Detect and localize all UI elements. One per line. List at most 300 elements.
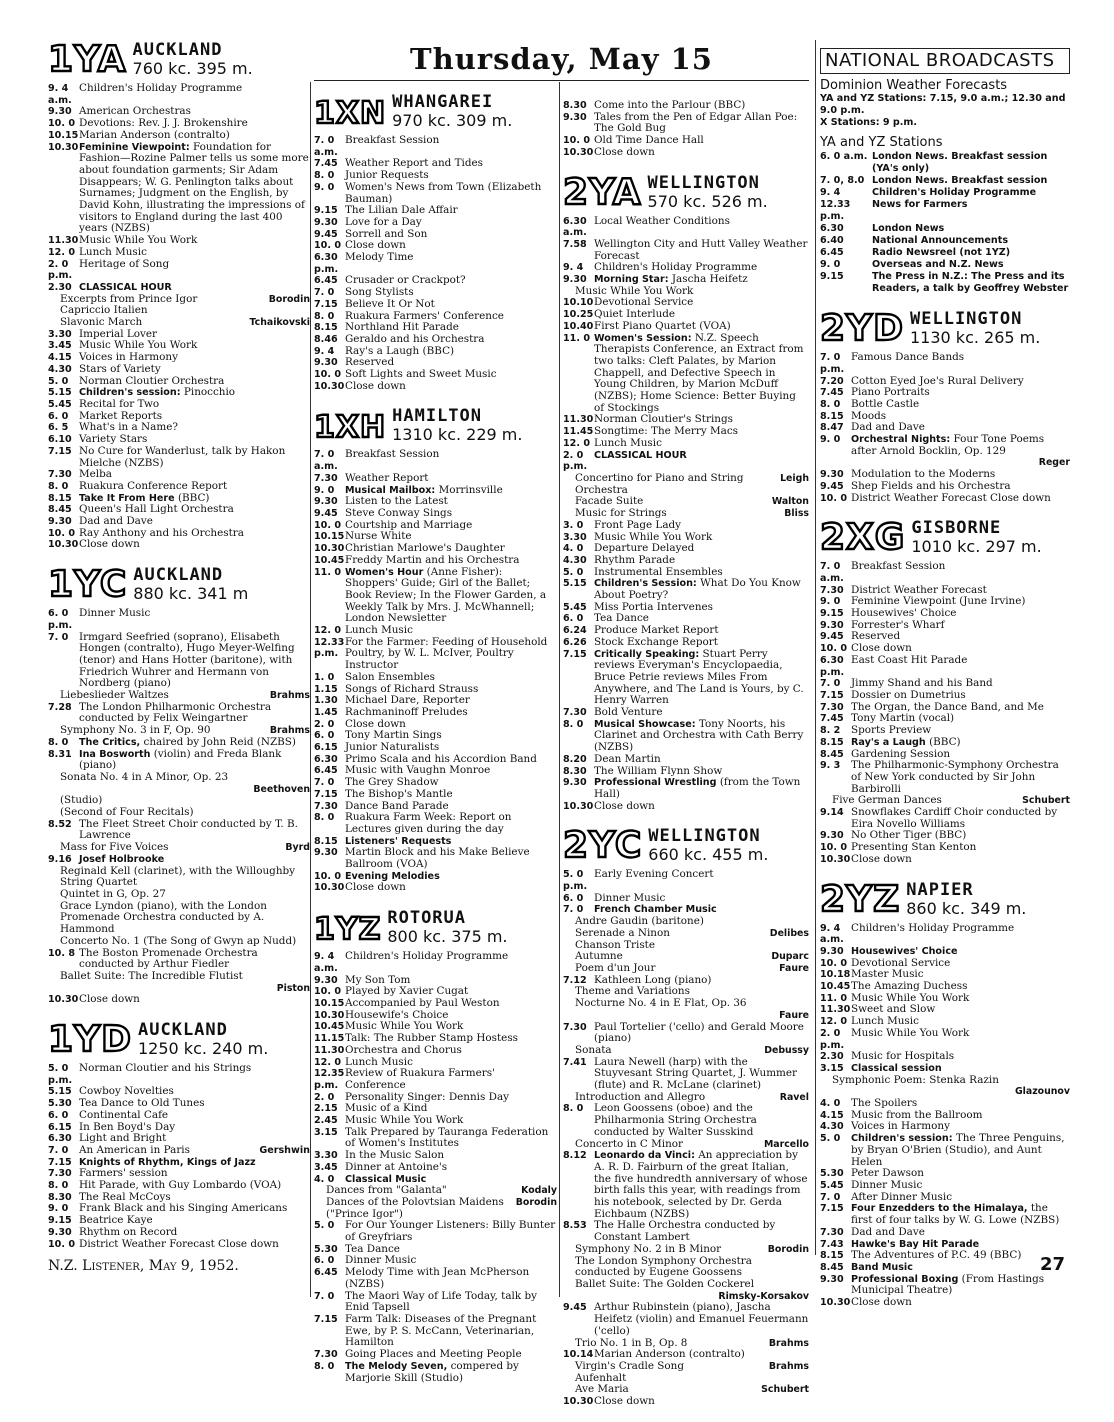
programme-time: 12.33 p.m. bbox=[314, 636, 345, 660]
programme-entry bbox=[563, 578, 809, 601]
programme-entry bbox=[563, 274, 809, 286]
programme-text bbox=[851, 1063, 1070, 1075]
programme-title: Ruakura Farmers' Conference bbox=[345, 309, 504, 322]
station-block bbox=[314, 408, 557, 894]
programme-title: Forrester's Wharf bbox=[851, 618, 945, 631]
programme-time: 7.28 bbox=[48, 701, 72, 713]
national-programme-entry bbox=[820, 259, 1070, 271]
programme-entry bbox=[820, 1297, 1070, 1309]
programme-time: 7.12 bbox=[563, 974, 587, 986]
programme-entry bbox=[314, 567, 557, 626]
programme-title: Talk Prepared by Tauranga Federation of Women's Institutes bbox=[345, 1125, 549, 1150]
programme-time: 8. 0 bbox=[48, 736, 69, 748]
programme-time: 8.12 bbox=[563, 1150, 587, 1162]
programme-title: Dad and Dave bbox=[851, 1225, 925, 1238]
programme-title: Paul Tortelier ('cello) and Gerald Moore (piano) bbox=[594, 1020, 804, 1045]
programme-time: 9.45 bbox=[314, 228, 338, 240]
programme-text bbox=[594, 1349, 809, 1361]
programme-highlight: Take It From Here bbox=[79, 492, 175, 504]
programme-highlight: Children's Session: bbox=[594, 578, 697, 590]
station-info bbox=[648, 828, 768, 863]
station-call-sign: 1XN bbox=[314, 96, 387, 131]
station-header bbox=[314, 406, 557, 446]
programme-title: Gardening Session bbox=[851, 747, 951, 760]
programme-title: The Maori Way of Life Today, talk by Enid Tapsell bbox=[345, 1289, 537, 1314]
programme-time: 3. 0 bbox=[563, 519, 584, 531]
programme-title: Bottle Castle bbox=[851, 397, 920, 410]
programme-time: 2. 0 bbox=[314, 718, 335, 730]
station-gap bbox=[48, 551, 310, 565]
programme-title: Tony Noorts, his Clarinet and Orchestra with Cath Berry (NZBS) bbox=[594, 717, 804, 754]
programme-text bbox=[851, 923, 1070, 946]
programme-time: 11.30 bbox=[314, 1044, 345, 1056]
programme-title: Produce Market Report bbox=[594, 624, 719, 637]
programme-title: Farm Talk: Diseases of the Pregnant Ewe, by P. S. McCann, Veterinarian, Hamilton bbox=[345, 1312, 537, 1349]
programme-entry bbox=[314, 882, 557, 894]
programme-title: Departure Delayed bbox=[594, 542, 695, 555]
programme-title: Dossier on Dumetrius bbox=[851, 688, 966, 701]
national-programme-entry bbox=[820, 175, 1070, 187]
programme-title: Jascha Heifetz bbox=[671, 273, 748, 286]
programme-title: An American in Paris bbox=[79, 1143, 190, 1156]
programme-time: 12.33 p.m. bbox=[820, 199, 851, 223]
programme-text bbox=[79, 608, 310, 631]
programme-title: Close down bbox=[851, 852, 912, 865]
station-info bbox=[387, 910, 507, 945]
programme-entry bbox=[563, 450, 809, 473]
programme-entry bbox=[314, 473, 557, 485]
programme-text bbox=[79, 1145, 255, 1157]
programme-text bbox=[851, 1028, 1070, 1051]
programme-title: Close down bbox=[345, 881, 406, 894]
programme-text bbox=[345, 449, 557, 472]
programme-time: 9.30 bbox=[820, 830, 844, 842]
composer: Schubert bbox=[1022, 795, 1070, 807]
programme-time: 11.30 bbox=[820, 1004, 851, 1016]
programme-time: 10. 0 bbox=[314, 369, 342, 381]
programme-text bbox=[345, 1068, 557, 1091]
programme-entry bbox=[48, 632, 310, 691]
programme-title: Close down bbox=[594, 145, 655, 158]
programme-highlight: Orchestral Nights: bbox=[851, 434, 951, 446]
programme-title: Devotional Service bbox=[594, 296, 694, 309]
programme-text bbox=[594, 438, 809, 450]
programme-title: Devotional Service bbox=[851, 956, 951, 969]
work-title: Dances of the Polovtsian Maidens ("Prince Igor") bbox=[326, 1195, 504, 1220]
programme-time: 6. 5 bbox=[48, 422, 69, 434]
work-title: Sonata bbox=[575, 1043, 612, 1056]
programme-title: Review of Ruakura Farmers' Conference bbox=[345, 1067, 495, 1091]
programme-title: The Adventures of P.C. 49 (BBC) bbox=[851, 1249, 1022, 1262]
programme-title: Lunch Music bbox=[345, 1055, 413, 1068]
programme-title: What Do You Know About Poetry? bbox=[594, 577, 801, 602]
programme-title: Kathleen Long (piano) bbox=[594, 973, 712, 986]
programme-title: Nurse White bbox=[345, 530, 412, 543]
programme-title: Played by Xavier Cugat bbox=[345, 985, 469, 998]
station-block bbox=[820, 308, 1070, 504]
programme-time: 8.30 bbox=[48, 1191, 72, 1203]
programme-text bbox=[594, 869, 809, 892]
programme-time: 6.45 bbox=[314, 765, 338, 777]
programme-time: 9. 4 a.m. bbox=[48, 83, 72, 106]
programme-time: 7.41 bbox=[563, 1056, 587, 1068]
station-info bbox=[906, 879, 1027, 918]
programme-text bbox=[594, 450, 809, 473]
programme-time: 12. 0 bbox=[48, 246, 76, 258]
programme-time: 8. 0 bbox=[314, 812, 335, 824]
programme-entry bbox=[820, 1274, 1070, 1297]
work-title: Introduction and Allegro bbox=[575, 1090, 706, 1103]
programme-highlight: Ina Bosworth bbox=[79, 748, 151, 760]
programme-continuation: Music While You Work bbox=[575, 284, 694, 297]
programme-time: 7. 0 a.m. bbox=[820, 561, 844, 584]
programme-title: Close down bbox=[594, 1395, 655, 1408]
programme-title: Morrinsville bbox=[438, 483, 503, 496]
programme-time: 6.30 a.m. bbox=[563, 215, 587, 239]
programme-title: Arthur Rubinstein (piano), Jascha Heifetz (violin) and Emanuel Feuermann ('cello) bbox=[594, 1301, 809, 1337]
programme-title: Children's Holiday Programme bbox=[851, 921, 1015, 934]
programme-title: Heritage of Song bbox=[79, 257, 170, 270]
work-title: Facade Suite bbox=[575, 495, 644, 508]
composer: Brahms bbox=[768, 1360, 809, 1372]
station-header bbox=[48, 1019, 310, 1061]
composer: Marcello bbox=[763, 1138, 809, 1150]
programme-time: 8.45 bbox=[820, 748, 844, 760]
programme-title: Norman Cloutier and his Strings bbox=[79, 1062, 252, 1075]
weather-forecast-times: X Stations: 9 p.m. bbox=[820, 117, 918, 129]
programme-highlight: Musical Mailbox: bbox=[345, 484, 436, 496]
programme-title: Master Music bbox=[851, 968, 924, 981]
programme-title: Market Reports bbox=[79, 409, 163, 422]
programme-time: 8. 0 bbox=[563, 1103, 584, 1115]
programme-time: 2. 0 p.m. bbox=[48, 258, 73, 282]
programme-text bbox=[594, 147, 809, 159]
programme-text bbox=[79, 259, 310, 282]
station-call-sign: 1YC bbox=[48, 564, 128, 606]
programme-entry bbox=[563, 801, 809, 813]
programme-entry bbox=[820, 923, 1070, 946]
programme-entry bbox=[314, 1314, 557, 1349]
programme-time: 10.15 bbox=[48, 129, 79, 141]
programme-text bbox=[851, 854, 1070, 866]
composer: Glazounov bbox=[1014, 1086, 1070, 1098]
programme-time: 3.15 bbox=[820, 1062, 844, 1074]
programme-entry bbox=[563, 216, 809, 239]
programme-title: District Weather Forecast bbox=[851, 583, 987, 596]
musical-work bbox=[563, 998, 809, 1010]
programme-title: Jimmy Shand and his Band bbox=[851, 677, 993, 690]
programme-highlight: Musical Showcase: bbox=[594, 718, 696, 730]
programme-title: Ruakura Conference Report bbox=[79, 479, 228, 492]
programme-entry bbox=[48, 749, 310, 772]
programme-highlight: Housewives' Choice bbox=[851, 945, 958, 957]
work-title: Dances from "Galanta" bbox=[326, 1184, 447, 1197]
programme-title: Northland Hit Parade bbox=[345, 321, 459, 334]
programme-entry bbox=[820, 1227, 1070, 1239]
programme-entry bbox=[314, 847, 557, 870]
station-city: AUCKLAND bbox=[132, 40, 223, 60]
programme-entry bbox=[563, 1220, 809, 1243]
programme-title: Close down bbox=[851, 642, 912, 655]
programme-time: 9.45 bbox=[820, 631, 844, 643]
programme-time: 12. 0 bbox=[314, 1056, 342, 1068]
national-programme-entry bbox=[820, 199, 1070, 223]
programme-time: 9.30 bbox=[48, 516, 72, 528]
programme-text bbox=[345, 812, 557, 835]
programme-title: Reserved bbox=[851, 630, 901, 643]
programme-title: Dinner Music bbox=[594, 891, 666, 904]
musical-work bbox=[563, 1361, 809, 1373]
programme-title: Songtime: The Merry Macs bbox=[594, 425, 738, 438]
programme-time: 10.30 bbox=[820, 853, 851, 865]
programme-text bbox=[851, 352, 1070, 375]
programme-entry bbox=[820, 1133, 1070, 1168]
programme-text bbox=[345, 135, 557, 158]
programme-time: 7.30 bbox=[48, 469, 72, 481]
station-header bbox=[48, 564, 310, 606]
programme-title: Song Stylists bbox=[345, 286, 414, 299]
programme-time: 1.45 bbox=[314, 706, 338, 718]
programme-title: Breakfast Session bbox=[345, 134, 440, 146]
programme-highlight: Hawke's Bay Hit Parade bbox=[851, 1238, 980, 1250]
programme-time: 6.40 bbox=[820, 235, 844, 247]
programme-time: 7. 0 bbox=[314, 287, 335, 299]
work-title: Theme and Variations bbox=[575, 985, 690, 998]
programme-text bbox=[594, 637, 809, 649]
programme-text bbox=[851, 1250, 1070, 1262]
programme-title: Devotions: Rev. J. J. Brokenshire bbox=[79, 117, 248, 130]
programme-title: Dinner at Antoine's bbox=[345, 1160, 448, 1173]
programme-time: 2.45 bbox=[314, 1115, 338, 1127]
programme-time: 8.15 bbox=[820, 410, 844, 422]
programme-title: Songs of Richard Strauss bbox=[345, 682, 479, 695]
programme-title: Music of a Kind bbox=[345, 1102, 428, 1115]
programme-title: Overseas and N.Z. News bbox=[872, 259, 1004, 271]
composer: Borodin bbox=[767, 1243, 809, 1255]
programme-title: Irmgard Seefried (soprano), Elisabeth Hongen (contralto), Hugo Meyer-Welfing (tenor) and Hans Hotter (baritone), with Friedrich Wuhrer and Hermann von Nordberg (piano) bbox=[79, 630, 295, 690]
programme-title: Crusader or Crackpot? bbox=[345, 274, 466, 287]
composer: Delibes bbox=[769, 927, 809, 939]
programme-entry bbox=[820, 352, 1070, 375]
composer: Walton bbox=[771, 496, 809, 508]
programme-entry bbox=[48, 608, 310, 631]
programme-title: (BBC) bbox=[177, 491, 210, 504]
programme-entry bbox=[563, 1396, 809, 1408]
programme-title: Melba bbox=[79, 468, 112, 481]
programme-highlight: Professional Wrestling bbox=[594, 777, 717, 789]
programme-time: 7. 0 bbox=[314, 1290, 335, 1302]
programme-title: Hit Parade, with Guy Lombardo (VOA) bbox=[79, 1179, 282, 1192]
station-block bbox=[820, 517, 1070, 865]
programme-title: Believe It Or Not bbox=[345, 297, 435, 310]
programme-time: 8.47 bbox=[820, 422, 844, 434]
programme-highlight: CLASSICAL HOUR bbox=[594, 449, 687, 461]
programme-entry bbox=[48, 1239, 310, 1251]
programme-title: Michael Dare, Reporter bbox=[345, 694, 470, 707]
programme-time: 5. 0 bbox=[820, 1133, 841, 1145]
programme-time: 6. 0 a.m. bbox=[820, 151, 868, 163]
programme-time: 6.24 bbox=[563, 625, 587, 637]
programme-title: (From Hastings Municipal Theatre) bbox=[851, 1272, 1045, 1297]
station-frequency: 1010 kc. 297 m. bbox=[911, 537, 1042, 557]
programme-time: 6.30 bbox=[820, 223, 844, 235]
programme-time: 9. 0 bbox=[820, 596, 841, 608]
programme-time: 9. 0 bbox=[314, 181, 335, 193]
programme-time: 11.45 bbox=[563, 426, 594, 438]
programme-entry bbox=[314, 381, 557, 393]
programme-title: Frank Black and his Singing Americans bbox=[79, 1202, 288, 1215]
programme-entry bbox=[820, 807, 1070, 830]
programme-entry bbox=[820, 1250, 1070, 1262]
programme-time: 4.15 bbox=[48, 352, 72, 364]
programme-title: Old Time Dance Hall bbox=[594, 134, 704, 147]
programme-highlight: Critically Speaking: bbox=[594, 648, 700, 660]
programme-time: 6. 0 bbox=[48, 1109, 69, 1121]
programme-title: Music While You Work bbox=[851, 991, 970, 1004]
station-frequency: 1250 kc. 240 m. bbox=[138, 1039, 269, 1059]
column-4 bbox=[820, 40, 1070, 1323]
programme-text bbox=[851, 1274, 1070, 1297]
programme-highlight: Band Music bbox=[851, 1261, 913, 1273]
programme-time: 7.15 bbox=[563, 648, 587, 660]
station-frequency: 800 kc. 375 m. bbox=[387, 927, 508, 947]
programme-time: 4.15 bbox=[820, 1109, 844, 1121]
programme-time: 8.15 bbox=[48, 492, 72, 504]
programme-title: In the Music Salon bbox=[345, 1149, 445, 1162]
programme-text bbox=[594, 719, 809, 754]
programme-time: 9.14 bbox=[820, 807, 844, 819]
programme-time: 2. 0 p.m. bbox=[820, 1027, 845, 1051]
station-frequency: 760 kc. 395 m. bbox=[132, 59, 253, 78]
programme-title: Tales from the Pen of Edgar Allan Poe: The Gold Bug bbox=[594, 110, 798, 135]
programme-entry bbox=[563, 869, 809, 892]
programme-time: 7.30 bbox=[48, 1168, 72, 1180]
programme-title: Talk: The Rubber Stamp Hostess bbox=[345, 1032, 518, 1045]
programme-title: Close down bbox=[79, 538, 140, 551]
programme-time: 9.16 bbox=[48, 853, 72, 865]
programme-title: Salon Ensembles bbox=[345, 670, 435, 683]
programme-time: 10.30 bbox=[563, 800, 594, 812]
programme-time: 9.15 bbox=[820, 608, 844, 620]
programme-time: 4.30 bbox=[820, 1121, 844, 1133]
programme-text bbox=[79, 819, 310, 842]
programme-time: 8. 0 bbox=[48, 480, 69, 492]
programme-entry bbox=[48, 142, 310, 236]
programme-title: Stars of Variety bbox=[79, 362, 161, 375]
programme-text bbox=[345, 882, 557, 894]
programme-title: An appreciation by A. R. D. Fairburn of the great Italian, the five hundredth anniversary of whose birth falls this year, with readings from his notebook, selected by Dr. Gerda Eichbaum (NZBS) bbox=[594, 1149, 808, 1220]
programme-title: (Anne Fisher): Shoppers' Guide; Girl of the Ballet; Book Review; In the Flower Garden, a Weekly Talk by Mrs. J. McWhannell; London Newsletter bbox=[345, 565, 547, 625]
composer: Beethoven bbox=[253, 783, 310, 795]
composer: Brahms bbox=[269, 725, 310, 737]
programme-time: 6. 0 bbox=[563, 613, 584, 625]
programme-title: Listen to the Latest bbox=[345, 495, 448, 508]
programme-time: 10.30 bbox=[563, 1396, 594, 1408]
programme-entry bbox=[48, 1063, 310, 1086]
programme-text bbox=[79, 994, 310, 1006]
programme-continuation: (Studio) bbox=[60, 794, 103, 807]
programme-title: American Orchestras bbox=[79, 105, 191, 118]
programme-title: Wellington City and Hutt Valley Weather Forecast bbox=[594, 237, 808, 262]
programme-title: London News. Breakfast session (YA's only) bbox=[872, 151, 1048, 175]
work-title: Chanson Triste bbox=[575, 938, 655, 951]
programme-time: 7.30 bbox=[314, 800, 338, 812]
station-call-sign: 1YZ bbox=[314, 912, 382, 948]
programme-title: Tony Martin (vocal) bbox=[851, 712, 955, 725]
programme-text bbox=[594, 112, 809, 135]
programme-title: Recital for Two bbox=[79, 397, 160, 410]
work-title: Mass for Five Voices bbox=[60, 841, 169, 854]
work-title: Quintet in G, Op. 27 bbox=[60, 888, 166, 900]
programme-entry bbox=[563, 1302, 809, 1337]
composer: Debussy bbox=[764, 1044, 809, 1056]
composer: Leigh bbox=[780, 472, 809, 484]
programme-title: Going Places and Meeting People bbox=[345, 1348, 522, 1361]
programme-entry bbox=[48, 819, 310, 842]
programme-text bbox=[345, 847, 557, 870]
programme-highlight: Children's session: bbox=[79, 387, 181, 399]
programme-time: 9.30 bbox=[820, 1273, 844, 1285]
station-info bbox=[133, 567, 248, 602]
composer: Byrd bbox=[285, 842, 310, 854]
work-title: Slavonic March bbox=[60, 316, 143, 329]
programme-title: The Philharmonic-Symphony Orchestra of New York conducted by Sir John Barbirolli bbox=[851, 759, 1059, 795]
programme-time: 10.30 bbox=[314, 380, 345, 392]
programme-text bbox=[594, 239, 809, 262]
programme-time: 11.30 bbox=[563, 414, 594, 426]
column-rule bbox=[310, 82, 311, 1297]
station-gap bbox=[820, 1309, 1070, 1323]
programme-entry bbox=[820, 655, 1070, 678]
programme-time: 7.45 bbox=[314, 158, 338, 170]
station-city: AUCKLAND bbox=[133, 565, 224, 586]
publication-footer: N.Z. Listener, May 9, 1952. bbox=[48, 1258, 239, 1274]
station-call-sign: 2YD bbox=[820, 308, 904, 350]
programme-title: Come into the Parlour (BBC) bbox=[594, 99, 746, 111]
station-info bbox=[910, 311, 1040, 346]
programme-title: Geraldo and his Orchestra bbox=[345, 332, 485, 345]
programme-time: 10.30 bbox=[48, 539, 79, 551]
station-block bbox=[314, 94, 557, 392]
musical-work bbox=[563, 1244, 809, 1256]
programme-time: 6.30 p.m. bbox=[314, 252, 339, 275]
programme-time: 10. 0 bbox=[563, 135, 591, 147]
station-header bbox=[820, 308, 1070, 350]
programme-highlight: Ray's a Laugh bbox=[851, 736, 926, 748]
programme-title: Love for a Day bbox=[345, 215, 422, 228]
programme-time: 6.45 bbox=[820, 247, 844, 259]
programme-text bbox=[79, 702, 310, 725]
programme-title: Dinner Music bbox=[345, 1254, 417, 1267]
programme-entry bbox=[563, 637, 809, 649]
programme-time: 7.15 bbox=[820, 1203, 844, 1215]
programme-title: Cotton Eyed Joe's Rural Delivery bbox=[851, 374, 1024, 387]
programme-time: 2.30 bbox=[48, 281, 72, 293]
programme-title: Close down bbox=[79, 993, 140, 1006]
programme-time: 7.15 bbox=[48, 1156, 72, 1168]
programme-title: Rachmaninoff Preludes bbox=[345, 705, 468, 718]
programme-time: 4. 0 bbox=[820, 1098, 841, 1110]
programme-entry bbox=[563, 649, 809, 708]
programme-time: 10. 0 bbox=[820, 957, 848, 969]
national-programme-entry bbox=[820, 247, 1070, 259]
programme-time: 8. 0 bbox=[314, 170, 335, 182]
programme-time: 7. 0 bbox=[48, 631, 69, 643]
programme-title: No Cure for Wanderlust, talk by Hakon Mielche (NZBS) bbox=[79, 444, 286, 469]
programme-entry bbox=[563, 893, 809, 905]
programme-time: 9.30 bbox=[820, 945, 844, 957]
programme-title: Martin Block and his Make Believe Ballroom (VOA) bbox=[345, 846, 530, 871]
